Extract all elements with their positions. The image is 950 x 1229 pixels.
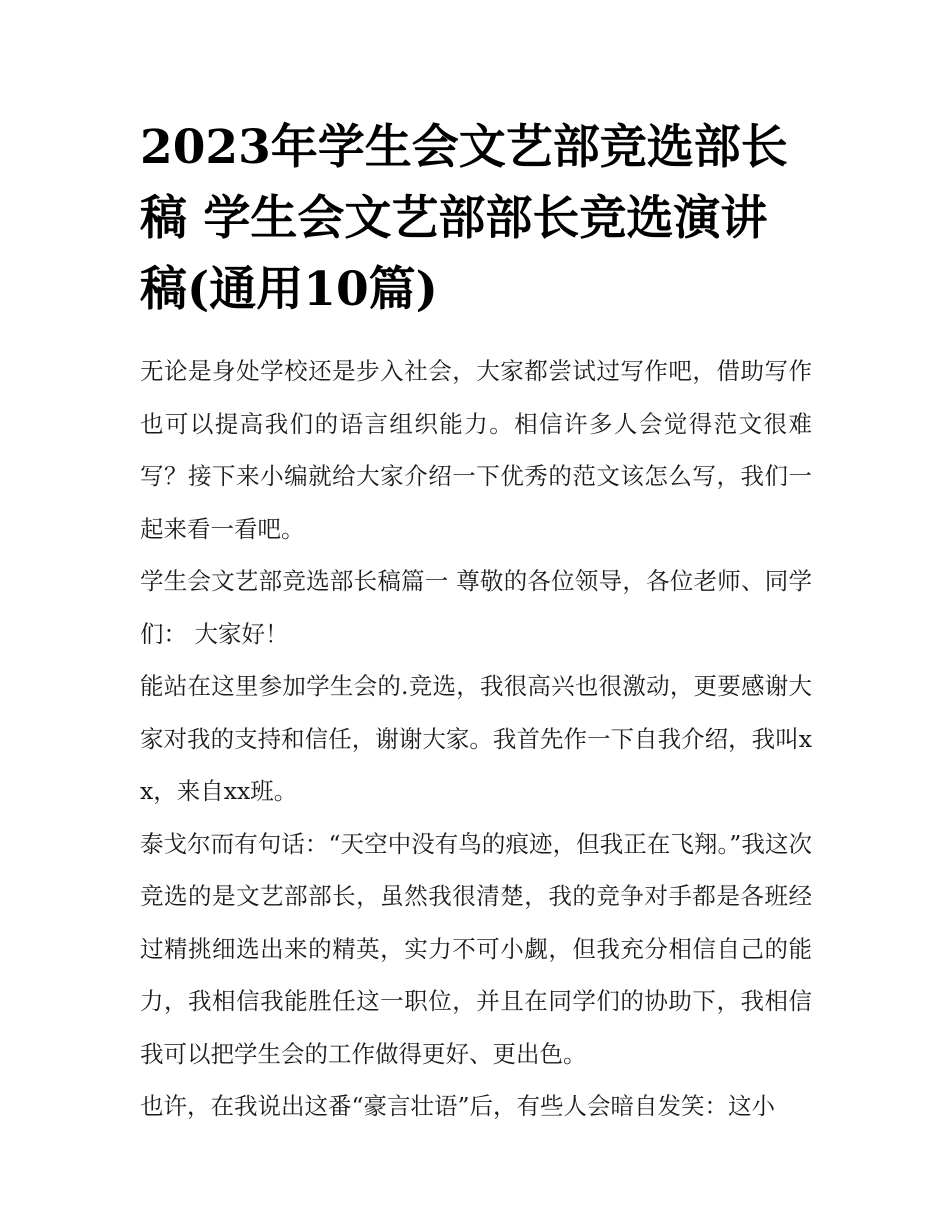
document-body <box>140 345 812 1133</box>
paragraph-greeting: 学生会文艺部竞选部长稿篇一 尊敬的各位领导，各位老师、同学们： 大家好！ <box>140 567 812 648</box>
paragraph-closing-fragment: 也许，在我说出这番“豪言壮语”后，有些人会暗自发笑：这小 <box>140 1092 776 1120</box>
document-content <box>140 112 812 1133</box>
document-title: 2023年学生会文艺部竞选部长稿 学生会文艺部部长竞选演讲稿(通用10篇) <box>140 120 788 317</box>
paragraph-self-introduction: 能站在这里参加学生会的.竞选，我很高兴也很激动，更要感谢大家对我的支持和信任，谢谢大家。我首先作一下自我介绍，我叫xx，来自xx班。 <box>140 672 812 805</box>
paragraph-intro: 无论是身处学校还是步入社会，大家都尝试过写作吧，借助写作也可以提高我们的语言组织能力。相信许多人会觉得范文很难写？接下来小编就给大家介绍一下优秀的范文该怎么写，我们一起来看一看吧。 <box>140 357 812 543</box>
paragraph-quote: 泰戈尔而有句话：“天空中没有鸟的痕迹，但我正在飞翔。”我这次竞选的是文艺部部长，虽然我很清楚，我的竞争对手都是各班经过精挑细选出来的精英，实力不可小觑，但我充分相信自己的能力，我相信我能胜任这一职位，并且在同学们的协助下，我相信我可以把学生会的工作做得更好、更出色。 <box>140 829 812 1068</box>
